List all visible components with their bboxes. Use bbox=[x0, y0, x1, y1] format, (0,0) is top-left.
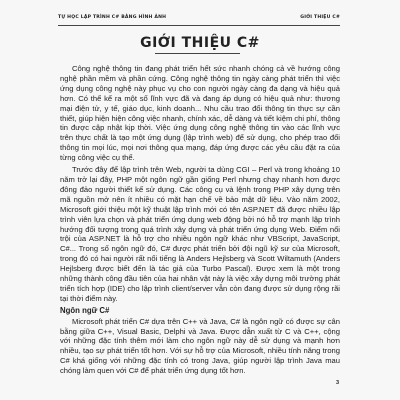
section-heading: Ngôn ngữ C# bbox=[60, 305, 110, 315]
paragraph-1: Công nghệ thông tin đang phát triển hết sức nhanh chóng cả về hướng công nghệ phần mềm và phần cứng. Công nghệ thông tin ngày càng phát triển thì việc ứng dụng công nghệ này phục vụ cho con người ngày càng đa dạng và hiệu quả hơn. Có thể kể ra một số lĩnh vực đã và đang áp dụng có hiệu quả như: thương mại điện tử, y tế, giáo dục, kinh doanh... Nhu cầu trao đổi thông tin thực sự cần thiết, giúp hiện hiện công việc nhanh, chính xác, dễ dàng và tiết kiệm chi phí, thông tin được cập nhật kịp thời. Việc ứng dụng công nghệ thông tin vào các lĩnh vực trên thực chất là tạo một ứng dụng (lập trình web) để sử dụng, cho phép trao đổi thông tin mọi lúc, mọi nơi thông qua mạng, đáp ứng được các yêu cầu đặt ra của từng công việc cụ thể. bbox=[60, 64, 340, 163]
paragraph-2: Trước đây để lập trình trên Web, người ta dùng CGI – Perl và trong khoảng 10 năm trở lại đây, PHP một ngôn ngữ gần giống Perl nhưng chạy nhanh hơn được đông đảo người thiết kế sử dụng. Các công cụ và lệnh trong PHP xây dựng trên mã nguồn mở nên ít nhiều có mặt hạn chế về bảo mật dữ liệu. Vào năm 2002, Microsoft giới thiệu một kỹ thuật lập trình mới có tên ASP.NET đã được nhiều lập trình viên lựa chọn và phát triển ứng dụng web động bởi nó hỗ trợ mạnh lập trình hướng đối tượng trong quá trình xây dựng và phát triển ứng dụng Web. Điểm nổi trội của ASP.NET là hỗ trợ cho nhiều ngôn ngữ khác như VBScript, JavaScript, C#... Trong số ngôn ngữ đó, C# được phát triển bởi đội ngũ kỹ sư của Microsoft, trong đó có hai người rất nổi tiếng là Anders Hejlsberg và Scott Wiltamuth (Anders Hejlsberg được biết đến là tác giả của Turbo Pascal). Được xem là một trong những thành công đầu tiên của hai nhân vật này là việc xây dựng môi trường phát triển tích hợp (IDE) cho lập trình client/server vẫn còn đang được sử dụng rộng rãi tại thời điểm này. bbox=[60, 165, 340, 303]
running-header bbox=[58, 13, 340, 26]
title-underline bbox=[155, 53, 240, 54]
header-chapter-title: GIỚI THIỆU C# bbox=[300, 15, 340, 20]
page-number: 3 bbox=[335, 380, 339, 386]
section-paragraph: Microsoft phát triển C# dựa trên C++ và Java, C# là ngôn ngữ có được sự cân bằng giữa C++, Visual Basic, Delphi và Java. Được dẫn xuất từ C và C++, cộng với những đặc tính thêm mới làm cho ngôn ngữ này dễ sử dụng và mạnh hơn nhiều, tạo sự phát triển tốt hơn. Với sự hỗ trợ của Microsoft, nhiều tính năng trong C# khá giống với những đặc tính có trong Java, giúp người lập trình Java mau chóng làm quen với C# để phát triển ứng dụng tốt hơn. bbox=[60, 316, 340, 376]
header-book-title: TỰ HỌC LẬP TRÌNH C# BẰNG HÌNH ẢNH bbox=[58, 15, 167, 20]
chapter-title: GIỚI THIỆU C# bbox=[140, 35, 260, 51]
body-text bbox=[60, 64, 340, 378]
